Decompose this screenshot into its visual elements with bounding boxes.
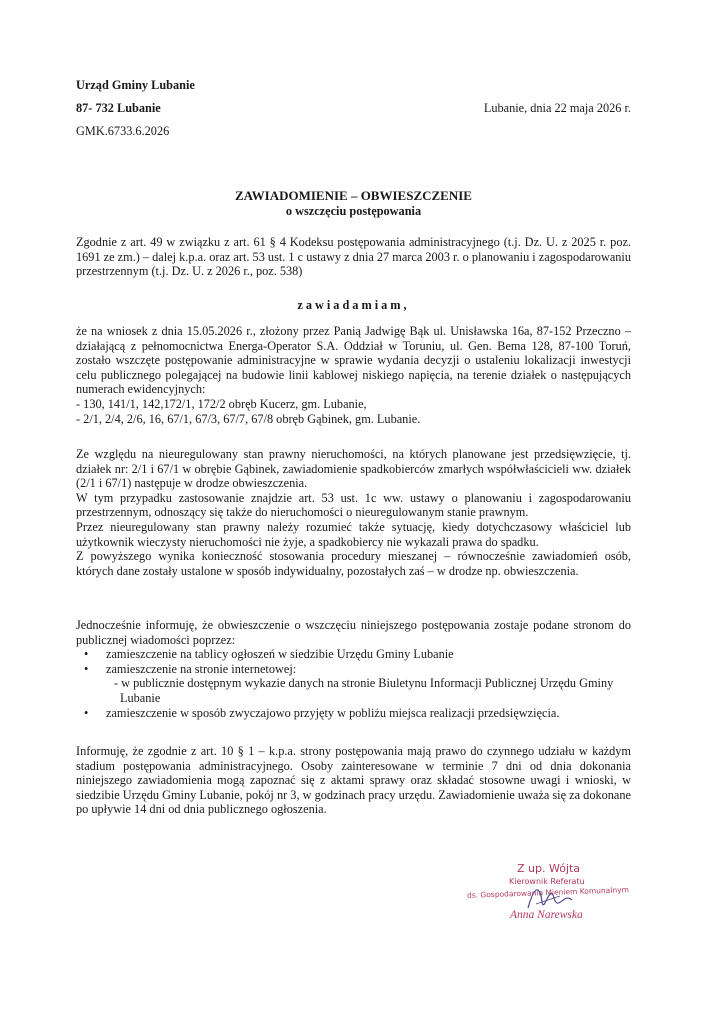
application-section xyxy=(76,324,631,426)
stamp-line-1: Z up. Wójta xyxy=(517,862,581,875)
legal-status-paragraph: Ze względu na nieuregulowany stan prawny nieruchomości, na których planowane jest przedsięwzięcie, tj. działek nr: 2/1 i 67/1 w obrębie Gąbinek, zawiadomienie spadkobierców zmarłych współwłaścicieli ww. działek (2/1 i 67/1) następuje w drodze obwieszczenia. xyxy=(76,447,631,491)
stamp-signer-name: Anna Narewska xyxy=(510,909,583,921)
stamp-line-3: ds. Gospodarowania Mieniem Komunalnym xyxy=(466,885,630,900)
bullet-icon: • xyxy=(84,705,89,720)
document-title: ZAWIADOMIENIE – OBWIESZCZENIE xyxy=(235,188,472,203)
stamp-line-2: Kierownik Referatu xyxy=(509,877,585,886)
announce-word: zawiadamiam, xyxy=(297,298,410,312)
office-name: Urząd Gminy Lubanie xyxy=(76,78,195,92)
parcel-line-kucerz: - 130, 141/1, 142,172/1, 172/2 obręb Kucerz, gm. Lubanie, xyxy=(76,396,367,411)
list-item: • zamieszczenie w sposób zwyczajowo przyjęty w pobliżu miejsca realizacji przedsięwzięcia. xyxy=(84,705,560,720)
case-reference: GMK.6733.6.2026 xyxy=(76,124,170,138)
bullet-icon: • xyxy=(84,647,89,662)
legal-status-section xyxy=(76,447,631,578)
publication-list xyxy=(76,647,631,720)
office-postal: 87- 732 Lubanie xyxy=(76,101,161,115)
publication-intro: Jednocześnie informuję, że obwieszczenie o wszczęciu niniejszego postępowania zostaje podane stronom do publicznej wiadomości poprzez: xyxy=(76,618,631,647)
list-item: • zamieszczenie na stronie internetowej: - w publicznie dostępnym wykazie danych na stronie Biuletynu Informacji Publicznej Urzędu Gminy Lubanie xyxy=(76,662,631,706)
rights-paragraph: Informuję, że zgodnie z art. 10 § 1 – k.p.a. strony postępowania mają prawo do czynnego udziału w każdym stadium postępowania administracyjnego. Osoby zainteresowane w terminie 7 dni od dnia dokonania niniejszego zawiadomienia mogą zapoznać się z aktami sprawy oraz składać stosowne uwagi i wnioski, w siedzibie Urzędu Gminy Lubanie, pokój nr 3, w godzinach pracy urzędu. Zawiadomienie uważa się za dokonane po upływie 14 dni od dnia publicznego ogłoszenia. xyxy=(76,744,631,817)
bullet-icon: • xyxy=(84,661,89,676)
application-paragraph: że na wniosek z dnia 15.05.2026 r., złożony przez Panią Jadwigę Bąk ul. Unisławska 16a, 87-152 Przeczno – działającą z pełnomocnictwa Energa-Operator S.A. Oddział w Toruniu, ul. Gen. Bema 128, 87-100 Toruń, zostało wszczęte postępowanie administracyjne w sprawie wydania decyzji o ustaleniu lokalizacji inwestycji celu publicznego polegającej na budowie linii kablowej niskiego napięcia, na terenie działek o następujących numerach ewidencyjnych: xyxy=(76,324,631,397)
definition-paragraph: Przez nieuregulowany stan prawny należy rozumieć także sytuację, kiedy dotychczasowy właściciel lub użytkownik wieczysty nieruchomości nie żyje, a spadkobiercy nie wykazali prawa do spadku. xyxy=(76,519,631,549)
list-subitem: - w publicznie dostępnym wykazie danych na stronie Biuletynu Informacji Publicznej Urzędu Gminy Lubanie xyxy=(114,676,614,705)
article-reference-paragraph: W tym przypadku zastosowanie znajdzie art. 53 ust. 1c ww. ustawy o planowaniu i zagospodarowaniu przestrzennym, odnoszący się także do nieruchomości o nieuregulowanym stanie prawnym. xyxy=(76,490,631,520)
document-subtitle: o wszczęciu postępowania xyxy=(285,204,422,218)
procedure-paragraph: Z powyższego wynika konieczność stosowania procedury mieszanej – równocześnie zawiadomień osób, których dane zostały ustalone w sposób indywidualny, pozostałych zaś – w drodze np. obwieszczenia. xyxy=(76,549,631,578)
list-item: • zamieszczenie na tablicy ogłoszeń w siedzibie Urzędu Gminy Lubanie xyxy=(84,647,454,662)
parcel-line-gabinek: - 2/1, 2/4, 2/6, 16, 67/1, 67/3, 67/7, 67/8 obręb Gąbinek, gm. Lubanie. xyxy=(76,411,421,426)
publication-section xyxy=(76,618,631,720)
place-date: Lubanie, dnia 22 maja 2026 r. xyxy=(483,101,631,115)
legal-basis-paragraph: Zgodnie z art. 49 w związku z art. 61 § 4 Kodeksu postępowania administracyjnego (t.j. Dz. U. z 2025 r. poz. 1691 ze zm.) – dalej k.p.a. oraz art. 53 ust. 1 c ustawy z dnia 27 marca 2003 r. o planowaniu i zagospodarowaniu przestrzennym (t.j. Dz. U. z 2026 r., poz. 538) xyxy=(76,235,631,279)
